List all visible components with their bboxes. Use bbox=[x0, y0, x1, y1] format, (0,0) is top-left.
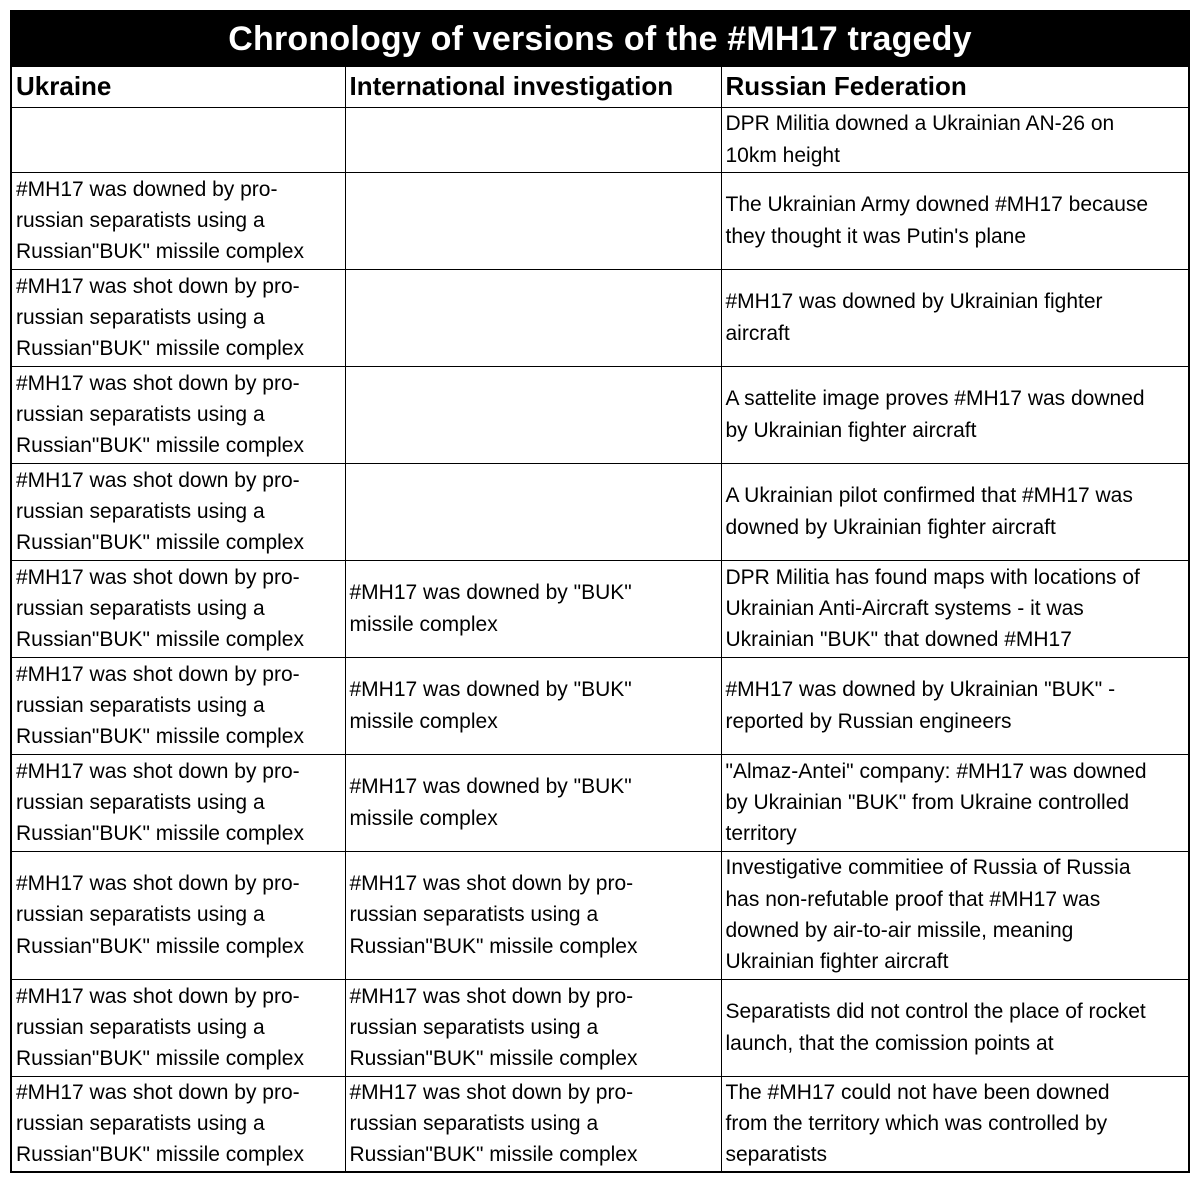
column-header-ukraine: Ukraine bbox=[12, 67, 345, 107]
ukraine-cell: #MH17 was downed by pro- russian separatists using a Russian"BUK" missile complex bbox=[12, 172, 345, 269]
ukraine-cell: #MH17 was shot down by pro- russian separatists using a Russian"BUK" missile complex bbox=[12, 657, 345, 754]
russia-cell: A Ukrainian pilot confirmed that #MH17 was downed by Ukrainian fighter aircraft bbox=[721, 463, 1188, 560]
russia-cell: Investigative commitiee of Russia of Russia has non-refutable proof that #MH17 was downed by air-to-air missile, meaning Ukrainian fighter aircraft bbox=[721, 851, 1188, 979]
russia-cell: DPR Militia downed a Ukrainian AN-26 on 10km height bbox=[721, 107, 1188, 172]
russia-cell: A sattelite image proves #MH17 was downed by Ukrainian fighter aircraft bbox=[721, 366, 1188, 463]
russia-cell: Separatists did not control the place of rocket launch, that the comission points at bbox=[721, 979, 1188, 1076]
investigation-cell bbox=[345, 366, 721, 463]
ukraine-cell: #MH17 was shot down by pro- russian separatists using a Russian"BUK" missile complex bbox=[12, 754, 345, 851]
table-row bbox=[12, 172, 1188, 269]
russia-cell: #MH17 was downed by Ukrainian fighter aircraft bbox=[721, 269, 1188, 366]
table-row bbox=[12, 979, 1188, 1076]
table-row bbox=[12, 851, 1188, 979]
ukraine-cell bbox=[12, 107, 345, 172]
table-row bbox=[12, 560, 1188, 657]
investigation-cell: #MH17 was downed by "BUK" missile complex bbox=[345, 754, 721, 851]
chronology-table bbox=[12, 67, 1188, 1171]
russia-cell: #MH17 was downed by Ukrainian "BUK" - reported by Russian engineers bbox=[721, 657, 1188, 754]
ukraine-cell: #MH17 was shot down by pro- russian separatists using a Russian"BUK" missile complex bbox=[12, 1076, 345, 1171]
investigation-cell: #MH17 was shot down by pro- russian separatists using a Russian"BUK" missile complex bbox=[345, 979, 721, 1076]
ukraine-cell: #MH17 was shot down by pro- russian separatists using a Russian"BUK" missile complex bbox=[12, 560, 345, 657]
ukraine-cell: #MH17 was shot down by pro- russian separatists using a Russian"BUK" missile complex bbox=[12, 463, 345, 560]
investigation-cell bbox=[345, 172, 721, 269]
table-title: Chronology of versions of the #MH17 tragedy bbox=[12, 12, 1188, 67]
investigation-cell: #MH17 was shot down by pro- russian separatists using a Russian"BUK" missile complex bbox=[345, 851, 721, 979]
ukraine-cell: #MH17 was shot down by pro- russian separatists using a Russian"BUK" missile complex bbox=[12, 979, 345, 1076]
table-row bbox=[12, 754, 1188, 851]
investigation-cell: #MH17 was downed by "BUK" missile complex bbox=[345, 657, 721, 754]
ukraine-cell: #MH17 was shot down by pro- russian separatists using a Russian"BUK" missile complex bbox=[12, 851, 345, 979]
ukraine-cell: #MH17 was shot down by pro- russian separatists using a Russian"BUK" missile complex bbox=[12, 366, 345, 463]
russia-cell: DPR Militia has found maps with locations of Ukrainian Anti-Aircraft systems - it was Ukrainian "BUK" that downed #MH17 bbox=[721, 560, 1188, 657]
investigation-cell: #MH17 was shot down by pro- russian separatists using a Russian"BUK" missile complex bbox=[345, 1076, 721, 1171]
header-row bbox=[12, 67, 1188, 107]
column-header-international-investigation: International investigation bbox=[345, 67, 721, 107]
column-header-russian-federation: Russian Federation bbox=[721, 67, 1188, 107]
table-row bbox=[12, 366, 1188, 463]
investigation-cell bbox=[345, 269, 721, 366]
table-row bbox=[12, 657, 1188, 754]
chronology-table-sheet bbox=[10, 10, 1190, 1173]
table-row bbox=[12, 269, 1188, 366]
russia-cell: The #MH17 could not have been downed from the territory which was controlled by separatists bbox=[721, 1076, 1188, 1171]
investigation-cell: #MH17 was downed by "BUK" missile complex bbox=[345, 560, 721, 657]
table-row bbox=[12, 107, 1188, 172]
investigation-cell bbox=[345, 463, 721, 560]
russia-cell: The Ukrainian Army downed #MH17 because they thought it was Putin's plane bbox=[721, 172, 1188, 269]
ukraine-cell: #MH17 was shot down by pro- russian separatists using a Russian"BUK" missile complex bbox=[12, 269, 345, 366]
table-row bbox=[12, 463, 1188, 560]
investigation-cell bbox=[345, 107, 721, 172]
table-row bbox=[12, 1076, 1188, 1171]
russia-cell: "Almaz-Antei" company: #MH17 was downed by Ukrainian "BUK" from Ukraine controlled territory bbox=[721, 754, 1188, 851]
